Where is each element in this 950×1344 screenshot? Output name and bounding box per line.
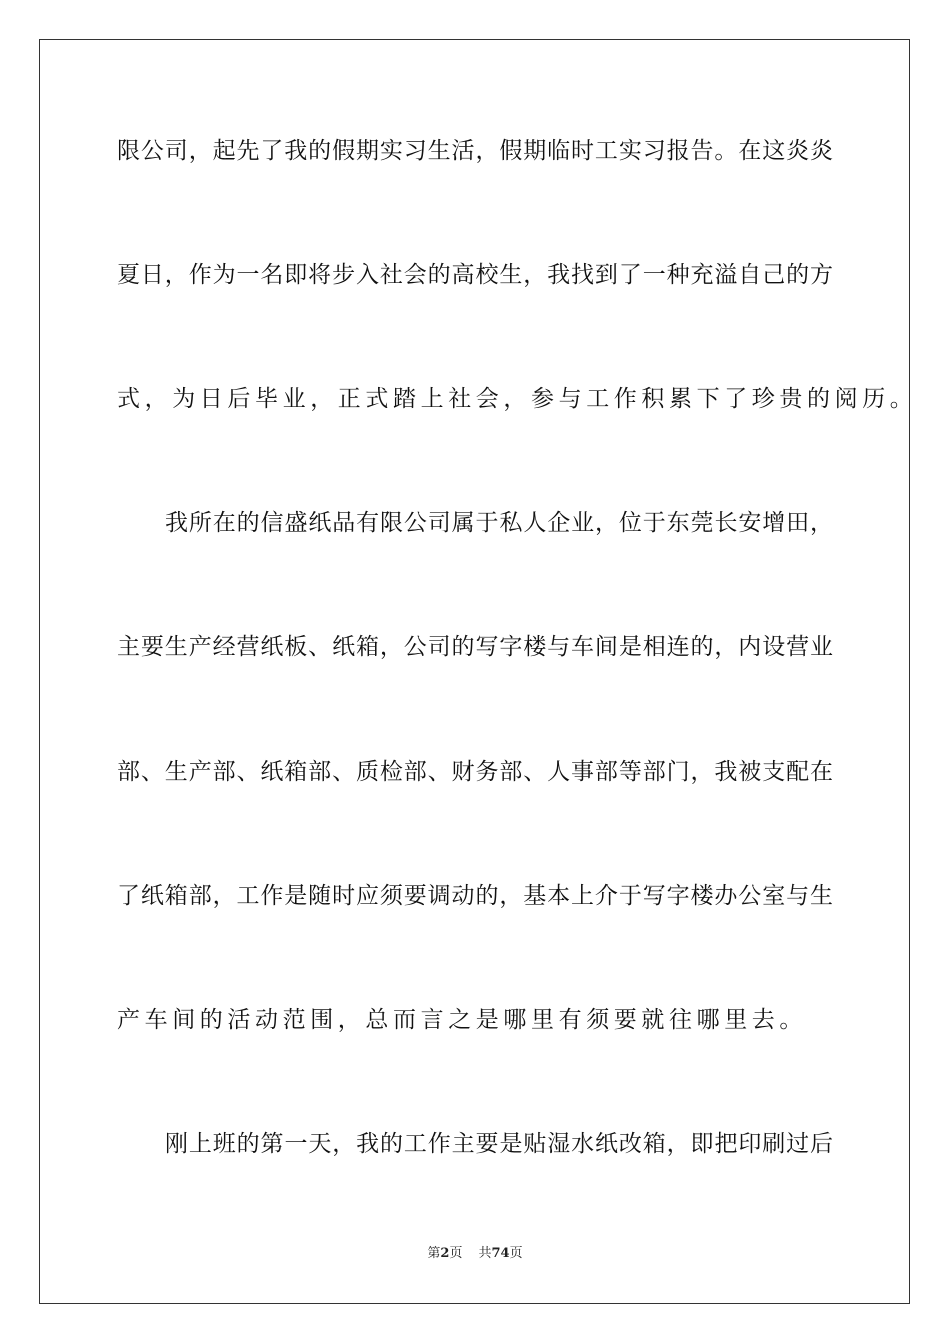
text-line-2: 夏日，作为一名即将步入社会的高校生，我找到了一种充溢自己的方 xyxy=(117,262,833,288)
text-line-4: 我所在的信盛纸品有限公司属于私人企业，位于东莞长安增田， xyxy=(165,510,833,536)
page-footer xyxy=(0,1245,950,1263)
text-line-1: 限公司，起先了我的假期实习生活，假期临时工实习报告。在这炎炎 xyxy=(117,138,833,164)
total-prefix: 共 xyxy=(478,1246,492,1261)
total-pages: 74 xyxy=(491,1246,510,1261)
text-line-6: 部、生产部、纸箱部、质检部、财务部、人事部等部门，我被支配在 xyxy=(117,759,833,785)
page-number: 2 xyxy=(440,1246,450,1261)
page-border xyxy=(39,39,918,1304)
page-suffix: 页 xyxy=(449,1246,463,1261)
text-line-5: 主要生产经营纸板、纸箱，公司的写字楼与车间是相连的，内设营业 xyxy=(117,634,833,660)
text-line-3: 式，为日后毕业，正式踏上社会，参与工作积累下了珍贵的阅历。 xyxy=(117,386,918,412)
total-suffix: 页 xyxy=(509,1246,523,1261)
text-line-9: 刚上班的第一天，我的工作主要是贴湿水纸改箱，即把印刷过后 xyxy=(165,1131,833,1157)
text-line-8: 产车间的活动范围，总而言之是哪里有须要就往哪里去。 xyxy=(117,1007,807,1033)
page-prefix: 第 xyxy=(427,1246,441,1261)
text-line-7: 了纸箱部，工作是随时应须要调动的，基本上介于写字楼办公室与生 xyxy=(117,883,833,909)
